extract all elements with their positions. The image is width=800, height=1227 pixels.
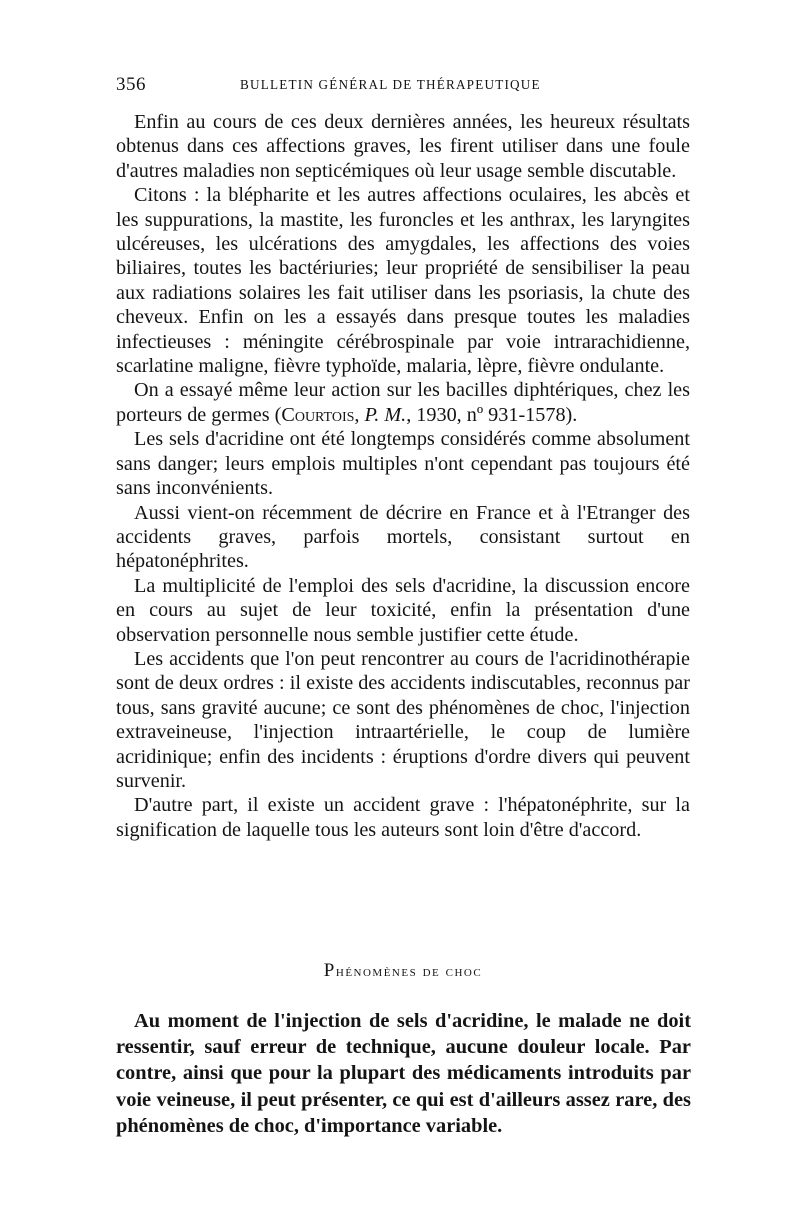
paragraph: Citons : la blépharite et les autres affections oculaires, les abcès et les suppurations, la mastite, les furoncles et les anthrax, les laryngites ulcéreuses, les ulcérations des amygdales, les affections des voies biliaires, toutes les bactériuries; leur propriété de sensibiliser la peau aux radiations solaires les fait utiliser dans les psoriasis, la chute des cheveux. Enfin on les a essayés dans presque toutes les maladies infectieuses : méningite cérébrospinale par voie intrarachidienne, scarlatine maligne, fièvre typhoïde, malaria, lèpre, fièvre ondulante. [116,184,690,378]
citation-text-after: , 1930, nº 931-1578). [406,403,578,426]
citation-text-before: On a essayé même leur action sur les bacilles diphtériques, chez les porteurs de germes ( [116,379,690,426]
paragraph: Les sels d'acridine ont été longtemps considérés comme absolument sans danger; leurs emplois multiples n'ont cependant pas toujours été sans inconvénients. [116,428,690,500]
paragraph: La multiplicité de l'emploi des sels d'acridine, la discussion encore en cours au sujet de leur toxicité, enfin la présentation d'une observation personnelle nous semble justifier cette étude. [116,574,690,646]
running-header [116,74,691,102]
page-number: 356 [116,74,146,95]
paragraph: D'autre part, il existe un accident grave : l'hépatonéphrite, sur la signification de laquelle tous les auteurs sont loin d'être d'accord. [116,794,690,841]
section-heading: Phénomènes de choc [323,960,483,981]
citation-comma: , [354,403,365,426]
bold-section-body [116,1008,691,1139]
paragraph: Les accidents que l'on peut rencontrer au cours de l'acridinothérapie sont de deux ordres : il existe des accidents indiscutables, reconnus par tous, sans gravité aucune; ce sont des phénomènes de choc, l'injection extraveineuse, l'injection intraartérielle, le coup de lumière acridinique; enfin des incidents : éruptions d'ordre divers qui peuvent survenir. [116,647,690,792]
paragraph: Au moment de l'injection de sels d'acridine, le malade ne doit ressentir, sauf erreur de technique, aucune douleur locale. Par contre, ainsi que pour la plupart des médicaments introduits par voie veineuse, il peut présenter, ce qui est d'ailleurs assez rare, des phénomènes de choc, d'importance variable. [116,1010,691,1137]
citation-paragraph [116,378,690,427]
citation-author: Courtois [281,403,355,426]
citation-journal: P. M. [364,403,407,426]
paragraph: Aussi vient-on récemment de décrire en France et à l'Etranger des accidents graves, parfois mortels, consistant surtout en hépatonéphrites. [116,501,690,573]
body-text [116,110,690,842]
paragraph: Enfin au cours de ces deux dernières années, les heureux résultats obtenus dans ces affections graves, les firent utiliser dans une foule d'autres maladies non septicémiques où leur usage semble discutable. [116,111,690,182]
journal-title: BULLETIN GÉNÉRAL DE THÉRAPEUTIQUE [240,77,541,92]
